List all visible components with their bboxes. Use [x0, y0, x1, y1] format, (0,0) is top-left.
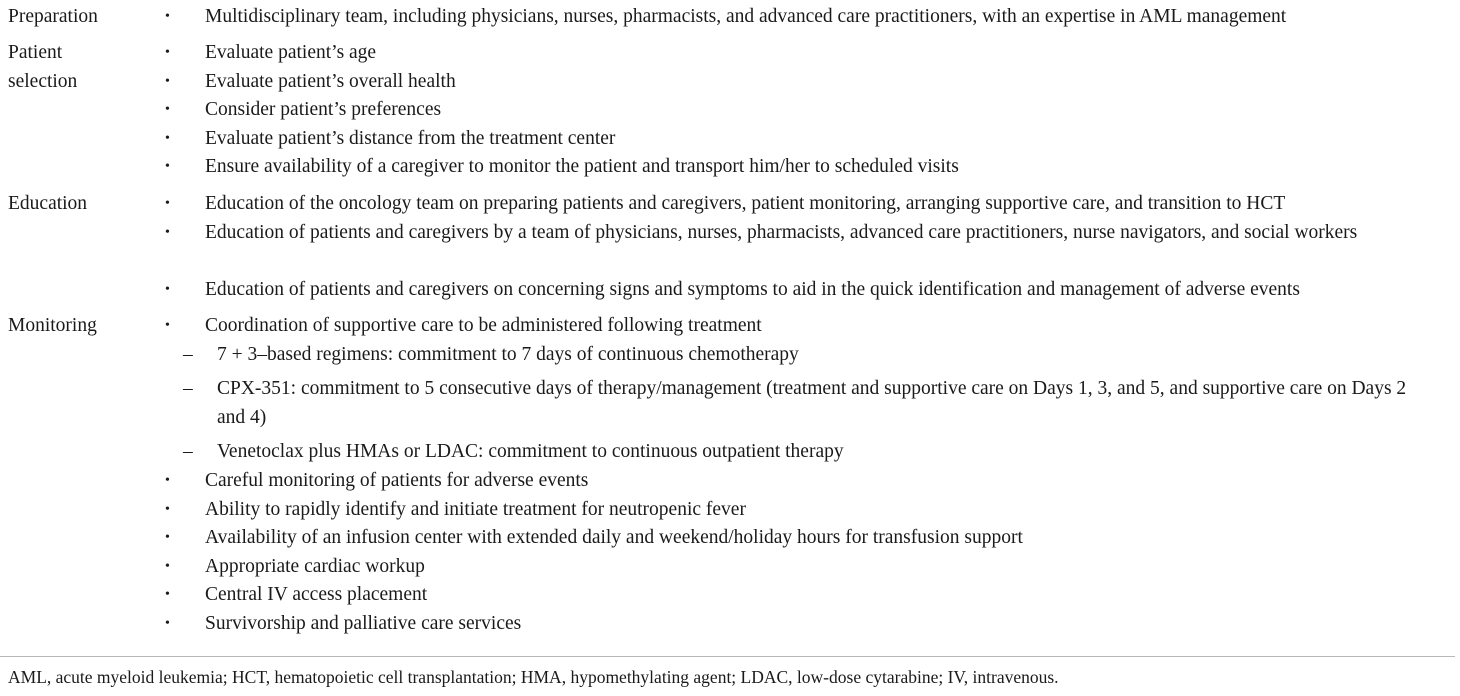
bullet-icon: •: [165, 9, 170, 24]
list-item-text: Survivorship and palliative care services: [205, 612, 522, 634]
list-item-text: Ability to rapidly identify and initiate treatment for neutropenic fever: [205, 498, 746, 520]
sub-list-item-text: 7 + 3–based regimens: commitment to 7 days of continuous chemotherapy: [217, 344, 799, 365]
list-item-text: Ensure availability of a caregiver to monitor the patient and transport him/her to scheduled visits: [205, 156, 959, 177]
row-label-education: Education: [8, 193, 88, 214]
sub-list-item-text: CPX-351: commitment to 5 consecutive days of therapy/management (treatment and supportive care on Days 1, 3, and 5, and supportive care on Days 2 and 4): [217, 378, 1407, 428]
bullet-icon: •: [165, 45, 170, 60]
row-label-patient-selection: Patient selection: [8, 42, 78, 92]
bullet-icon: •: [165, 102, 170, 117]
footnote-divider: [0, 656, 1455, 657]
bullet-icon: •: [165, 473, 170, 488]
list-item-text: Evaluate patient’s age: [205, 42, 377, 63]
bullet-icon: •: [165, 73, 170, 89]
row-label-preparation: Preparation: [8, 6, 98, 27]
bullet-icon: •: [165, 281, 170, 297]
bullet-icon: •: [165, 130, 170, 146]
list-item-text: Education of patients and caregivers by a team of physicians, nurses, pharmacists, advanced care practitioners, nurse navigators, and social workers: [205, 221, 1358, 243]
list-item-text: Careful monitoring of patients for adverse events: [205, 470, 589, 491]
list-item-text: Evaluate patient’s distance from the treatment center: [205, 127, 616, 149]
bullet-icon: •: [165, 501, 170, 517]
list-item-text: Education of patients and caregivers on concerning signs and symptoms to aid in the quick identification and management of adverse events: [205, 278, 1300, 300]
bullet-icon: •: [165, 318, 170, 333]
list-item-text: Availability of an infusion center with extended daily and weekend/holiday hours for transfusion support: [205, 527, 1023, 548]
table-footnote: AML, acute myeloid leukemia; HCT, hematopoietic cell transplantation; HMA, hypomethylating agent; LDAC, low-dose cytarabine; IV, intravenous.: [8, 667, 1059, 687]
dash-icon: –: [183, 441, 193, 462]
bullet-icon: •: [165, 224, 170, 240]
bullet-icon: •: [165, 587, 170, 602]
list-item-text: Consider patient’s preferences: [205, 99, 442, 120]
dash-icon: –: [183, 344, 193, 365]
dash-icon: –: [183, 378, 193, 399]
bullet-icon: •: [165, 159, 170, 174]
list-item-text: Evaluate patient’s overall health: [205, 70, 456, 92]
bullet-icon: •: [165, 615, 170, 631]
list-item-text: Central IV access placement: [205, 584, 428, 605]
row-label-monitoring: Monitoring: [8, 315, 97, 336]
bullet-icon: •: [165, 196, 170, 211]
bullet-icon: •: [165, 558, 170, 574]
sub-list-item-text: Venetoclax plus HMAs or LDAC: commitment to continuous outpatient therapy: [217, 441, 844, 462]
bullet-icon: •: [165, 530, 170, 545]
list-item-text: Appropriate cardiac workup: [205, 555, 425, 577]
list-item-text: Education of the oncology team on preparing patients and caregivers, patient monitoring, arranging supportive care, and transition to HCT: [205, 193, 1286, 214]
list-item-text: Multidisciplinary team, including physicians, nurses, pharmacists, and advanced care practitioners, with an expertise in AML management: [205, 6, 1287, 27]
list-item-text: Coordination of supportive care to be administered following treatment: [205, 315, 762, 336]
